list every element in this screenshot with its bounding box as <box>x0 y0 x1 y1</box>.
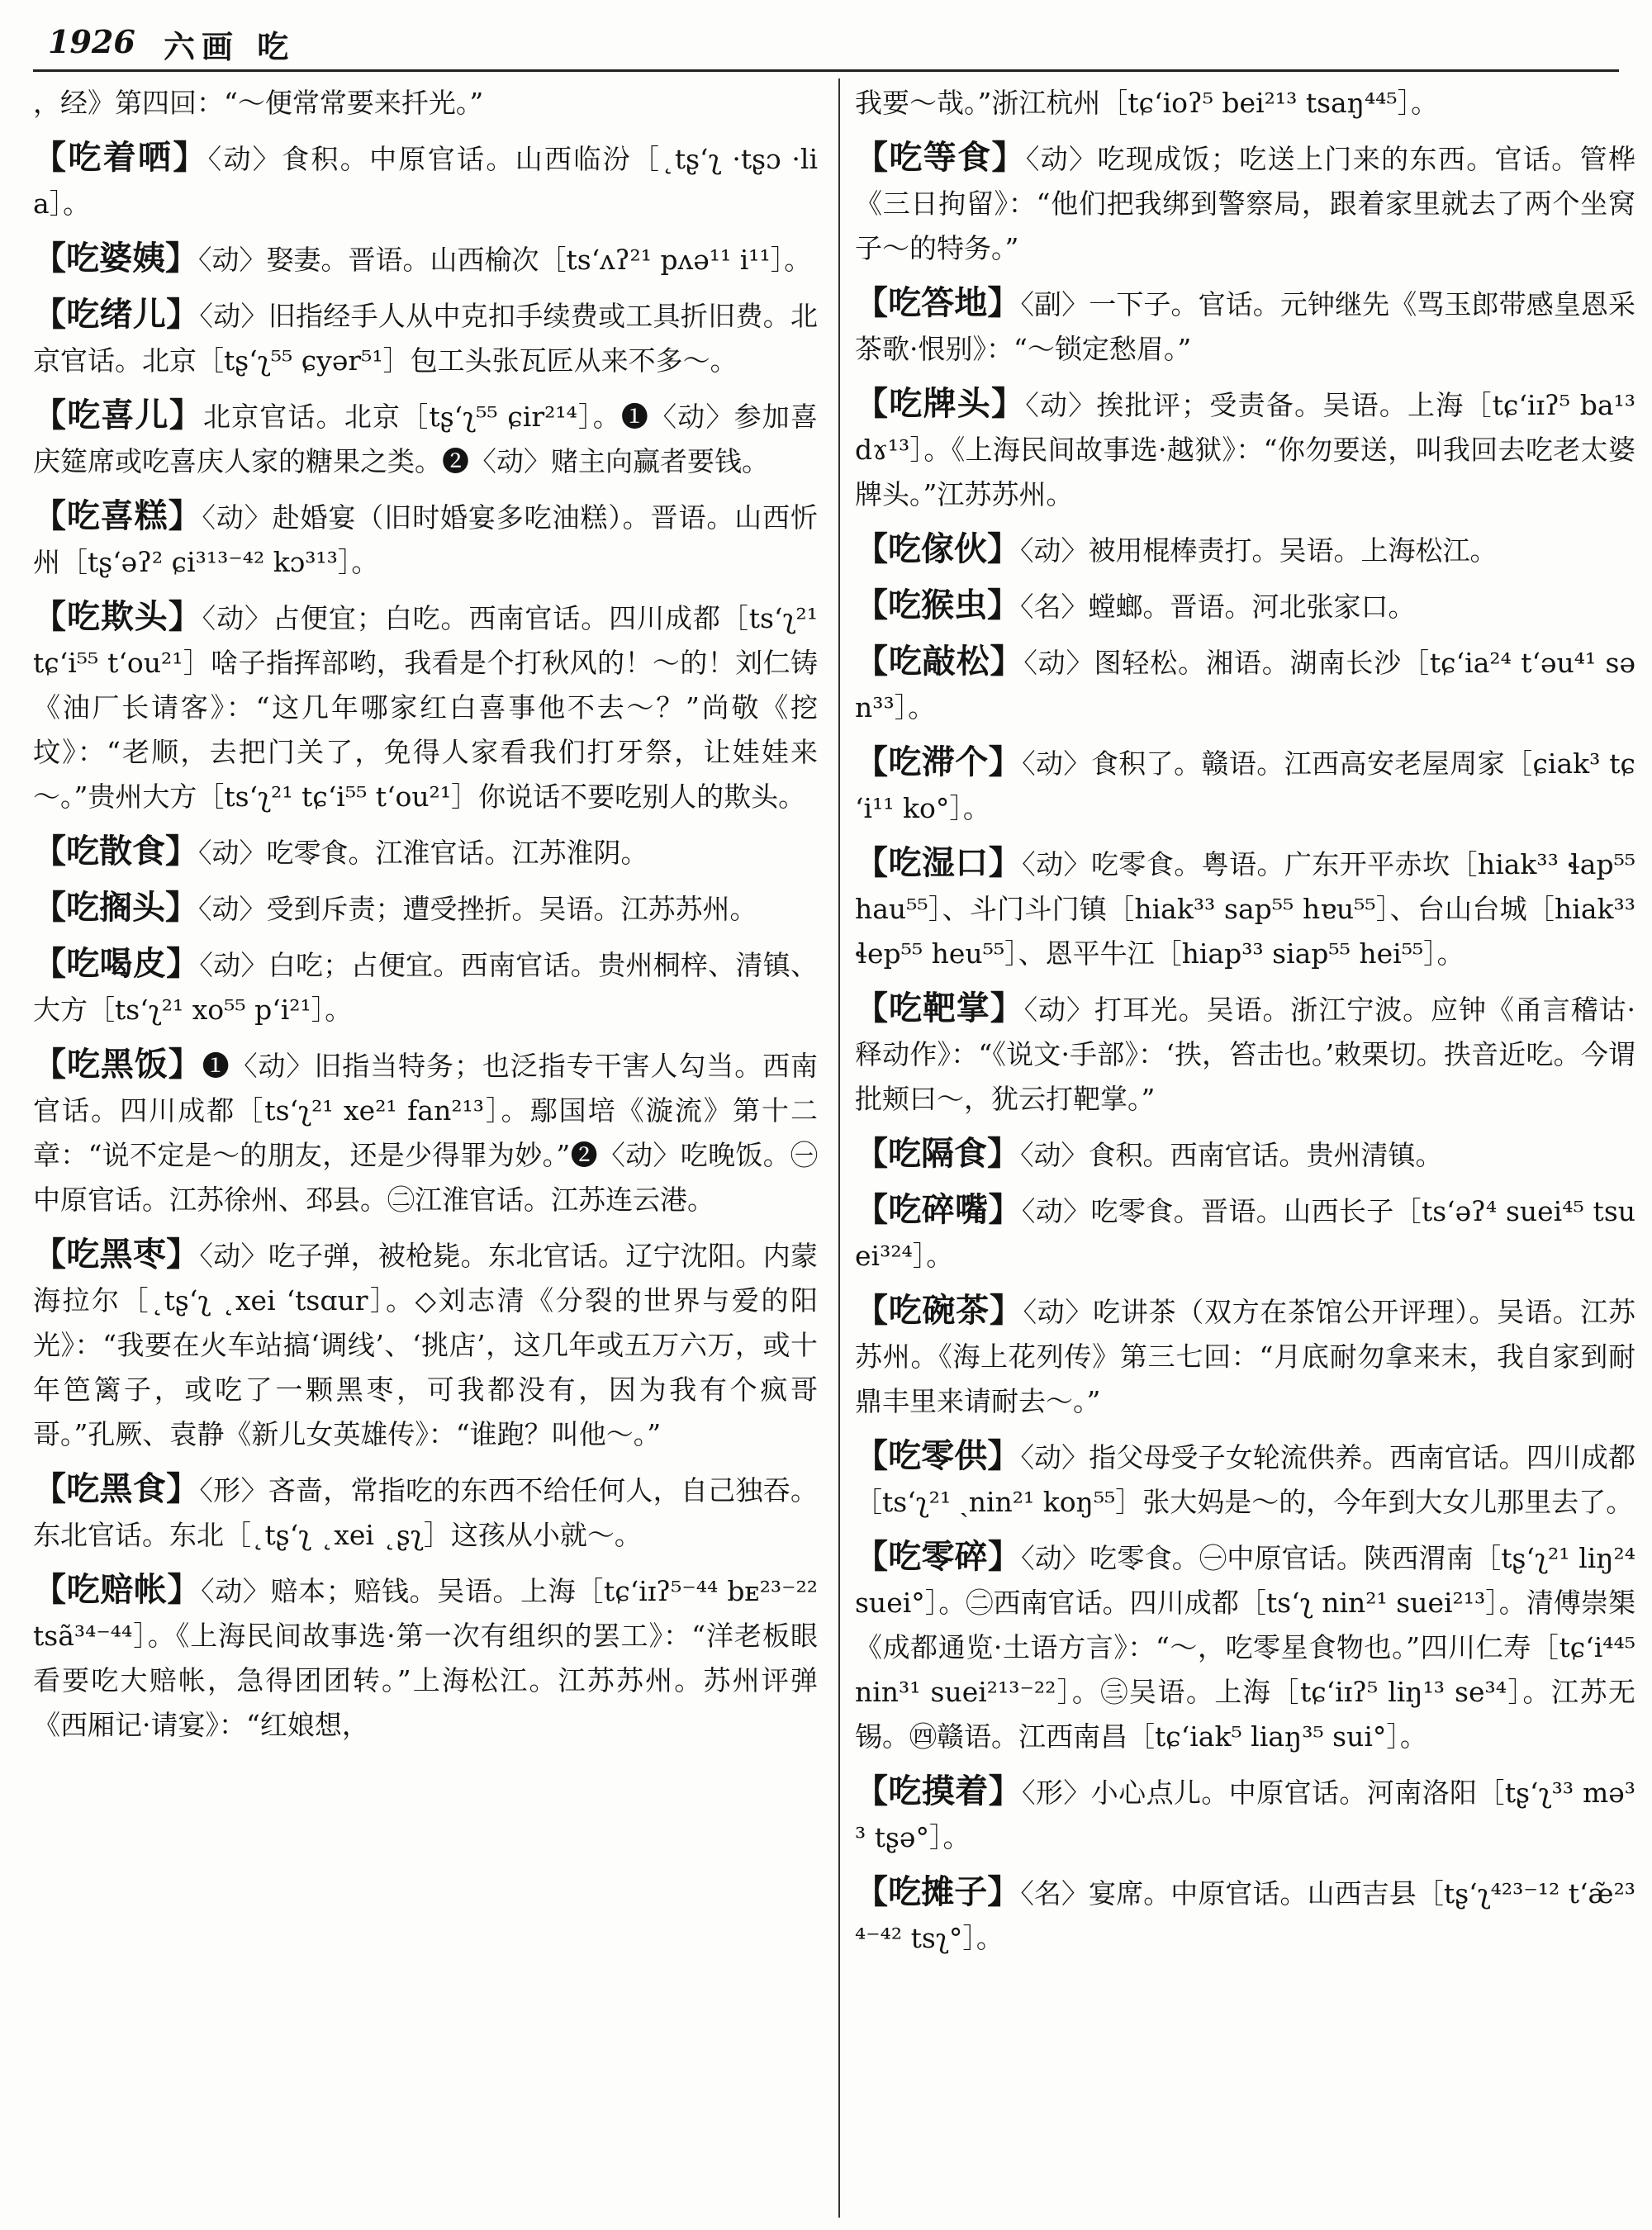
entry-definition: 〈动〉图轻松。湘语。湖南长沙［tɕʻia²⁴ tʻəu⁴¹ sən³³］。 <box>855 647 1635 724</box>
entry-definition: 〈动〉食积。西南官话。贵州清镇。 <box>1020 1139 1443 1171</box>
entry-definition: 〈动〉吃零食。粤语。广东开平赤坎［hiak³³ ɬap⁵⁵ hau⁵⁵］、斗门斗门镇［hiak³³ sap⁵⁵ hɐu⁵⁵］、台山台城［hiak³³ ɬep⁵⁵ heu⁵⁵］、恩平牛江［hiap³³ siap⁵⁵ hei⁵⁵］。 <box>855 848 1635 970</box>
entry-definition: 〈形〉小心点儿。中原官话。河南洛阳［tʂʻʅ³³ mə³³ tʂə°］。 <box>855 1777 1635 1853</box>
entry-headword: 【 吃隔食 】 <box>855 1134 1020 1173</box>
entry-definition: ，经》第四回：“～便常常要来扦光。” <box>33 87 484 119</box>
entry-definition: 〈动〉挨批评；受责备。吴语。上海［tɕʻiɪʔ⁵ ba¹³ dɤ¹³］。《上海民间故事选·越狱》：“你勿要送，叫我回去吃老太婆牌头。”江苏苏州。 <box>855 389 1635 510</box>
entry-headword: 【 吃搁头 】 <box>33 888 198 927</box>
entry-headword: 【 吃傢伙 】 <box>855 529 1020 568</box>
dictionary-entry <box>855 1870 1635 1961</box>
entry-definition: 〈动〉吃零食。江淮官话。江苏淮阴。 <box>198 837 648 869</box>
entry-definition: 〈动〉受到斥责；遭受挫折。吴语。江苏苏州。 <box>198 893 757 925</box>
dictionary-entry <box>33 81 818 126</box>
dictionary-entry <box>855 135 1635 271</box>
entry-headword: 【 吃婆姨 】 <box>33 239 198 278</box>
entry-definition: 北京官话。北京［tʂʻʅ⁵⁵ ɕir²¹⁴］。❶〈动〉参加喜庆筵席或吃喜庆人家的糖果之类。❷〈动〉赌主向赢者要钱。 <box>33 401 818 477</box>
dictionary-entry <box>33 1232 818 1457</box>
entry-definition: 〈动〉吃现成饭；吃送上门来的东西。官话。管桦《三日拘留》：“他们把我绑到警察局，跟着家里就去了两个坐窝子～的特务。” <box>855 143 1635 264</box>
dictionary-entry <box>33 1042 818 1222</box>
dictionary-entry <box>33 595 818 819</box>
entry-headword: 【 吃滞个 】 <box>855 743 1022 781</box>
dictionary-entry <box>855 639 1635 730</box>
entry-definition: 〈动〉吃子弹，被枪毙。东北官话。辽宁沈阳。内蒙海拉尔［˛tʂʻʅ ˛xei ʻtsɑur］。◇刘志清《分裂的世界与爱的阳光》：“我要在火车站搞‘调线’、‘挑店’，这几年或五万六万，或十年笆篱子，或吃了一颗黑枣，可我都没有，因为我有个疯哥哥。”孔厥、袁静《新儿女英雄传》：“谁跑？叫他～。” <box>33 1240 818 1450</box>
dictionary-entry <box>33 942 818 1032</box>
entry-headword: 【 吃喜糕 】 <box>33 496 202 535</box>
page-number: 1926 <box>48 23 135 60</box>
entry-definition: 〈动〉食积。中原官话。山西临汾［˛tʂʻʅ ·tʂɔ ·lia］。 <box>33 143 818 220</box>
entry-headword: 【 吃喜儿 】 <box>33 396 203 434</box>
entry-definition: 我要～哉。”浙江杭州［tɕʻioʔ⁵ bei²¹³ tsaŋ⁴⁴⁵］。 <box>855 87 1439 119</box>
entry-headword: 【 吃敲松 】 <box>855 642 1023 681</box>
dictionary-entry <box>855 1132 1635 1178</box>
running-head: 六画 吃 <box>164 28 296 65</box>
entry-headword: 【 吃摊子 】 <box>855 1872 1020 1911</box>
dictionary-entry <box>33 292 818 383</box>
left-column <box>33 81 818 2220</box>
dictionary-entry <box>855 740 1635 831</box>
entry-headword: 【 吃着哂 】 <box>33 138 208 177</box>
dictionary-entry <box>33 885 818 932</box>
entry-definition: 〈动〉吃讲茶（双方在茶馆公开评理）。吴语。江苏苏州。《海上花列传》第三七回：“月底耐勿拿来末，我自家到耐鼎丰里来请耐去～。” <box>855 1296 1635 1417</box>
entry-headword: 【 吃碗茶 】 <box>855 1291 1023 1330</box>
entry-definition: 〈动〉指父母受子女轮流供养。西南官话。四川成都［tsʻʅ²¹ ˏnin²¹ koŋ⁵⁵］张大妈是～的，今年到大女儿那里去了。 <box>855 1441 1635 1518</box>
dictionary-entry <box>855 1434 1635 1525</box>
entry-definition: 〈动〉赔本；赔钱。吴语。上海［tɕʻiɪʔ⁵⁻⁴⁴ bᴇ²³⁻²² tsã³⁴⁻⁴⁴］。《上海民间故事选·第一次有组织的罢工》：“洋老板眼看要吃大赔帐，急得团团转。”上海松江。江苏苏州。苏州评弹《西厢记·请宴》：“红娘想， <box>33 1575 818 1741</box>
entry-headword: 【 吃等食 】 <box>855 138 1026 177</box>
right-column <box>855 81 1635 2220</box>
dictionary-entry <box>33 494 818 585</box>
entry-definition: 〈名〉宴席。中原官话。山西吉县［tʂʻʅ⁴²³⁻¹² tʻæ̃²³⁴⁻⁴² tsʅ°］。 <box>855 1877 1635 1954</box>
entry-definition: ❶〈动〉旧指当特务；也泛指专干害人勾当。西南官话。四川成都［tsʻʅ²¹ xe²¹ fan²¹³］。鄢国培《漩流》第十二章：“说不定是～的朋友，还是少得罪为妙。”❷〈动〉吃晚饭。㊀中原官话。江苏徐州、邳县。㊁江淮官话。江苏连云港。 <box>33 1050 818 1216</box>
entry-headword: 【 吃黑食 】 <box>33 1469 199 1508</box>
dictionary-entry <box>855 1535 1635 1759</box>
entry-definition: 〈动〉被用棍棒责打。吴语。上海松江。 <box>1020 534 1498 567</box>
entry-definition: 〈名〉螳螂。晋语。河北张家口。 <box>1020 591 1416 623</box>
dictionary-entry <box>33 1467 818 1558</box>
dictionary-entry <box>855 583 1635 629</box>
dictionary-entry <box>855 281 1635 372</box>
entry-headword: 【 吃牌头 】 <box>855 384 1025 423</box>
dictionary-entry <box>33 829 818 875</box>
entry-definition: 〈形〉吝啬，常指吃的东西不给任何人，自己独吞。东北官话。东北［˛tʂʻʅ ˛xei ˛ʂʅ］这孩从小就～。 <box>33 1474 818 1551</box>
entry-headword: 【 吃摸着 】 <box>855 1772 1022 1810</box>
entry-definition: 〈动〉娶妻。晋语。山西榆次［tsʻʌʔ²¹ pʌə¹¹ i¹¹］。 <box>198 244 812 276</box>
entry-headword: 【 吃碎嘴 】 <box>855 1190 1022 1229</box>
dictionary-entry <box>855 986 1635 1122</box>
entry-definition: 〈动〉吃零食。㊀中原官话。陕西渭南［tʂʻʅ²¹ liŋ²⁴ suei°］。㊁西南官话。四川成都［tsʻʅ nin²¹ suei²¹³］。清傅崇榘《成都通览·土语方言》：“～，吃零星食物也。”四川仁寿［tɕʻi⁴⁴⁵ nin³¹ suei²¹³⁻²²］。㊂吴语。上海［tɕʻiɪʔ⁵ liŋ¹³ se³⁴］。江苏无锡。㊃赣语。江西南昌［tɕʻiak⁵ liaŋ³⁵ sui°］。 <box>855 1542 1635 1753</box>
dictionary-entry <box>855 527 1635 573</box>
header-rule <box>33 69 1619 72</box>
dictionary-entry <box>855 841 1635 976</box>
dictionary-entry <box>33 236 818 282</box>
entry-headword: 【 吃靶掌 】 <box>855 989 1024 1027</box>
entry-headword: 【 吃欺头 】 <box>33 597 202 636</box>
entry-definition: 〈动〉白吃；占便宜。西南官话。贵州桐梓、清镇、大方［tsʻʅ²¹ xo⁵⁵ pʻi²¹］。 <box>33 949 818 1026</box>
dictionary-entry <box>855 382 1635 517</box>
entry-headword: 【 吃湿口 】 <box>855 843 1022 882</box>
dictionary-entry <box>33 135 818 226</box>
entry-definition: 〈动〉吃零食。晋语。山西长子［tsʻəʔ⁴ suei⁴⁵ tsuei³²⁴］。 <box>855 1195 1635 1272</box>
entry-headword: 【 吃喝皮 】 <box>33 944 199 983</box>
entry-definition: 〈副〉一下子。官话。元钟继先《骂玉郎带感皇恩采茶歌·恨别》：“～锁定愁眉。” <box>855 288 1635 365</box>
column-divider <box>838 78 840 2218</box>
dictionary-entry <box>855 81 1635 126</box>
entry-headword: 【 吃零供 】 <box>855 1436 1020 1475</box>
dictionary-entry <box>855 1769 1635 1860</box>
dictionary-entry <box>855 1288 1635 1424</box>
entry-headword: 【 吃绪儿 】 <box>33 295 199 334</box>
entry-headword: 【 吃赔帐 】 <box>33 1570 201 1609</box>
dictionary-entry <box>33 1568 818 1748</box>
entry-definition: 〈动〉占便宜；白吃。西南官话。四川成都［tsʻʅ²¹ tɕʻi⁵⁵ tʻou²¹］啥子指挥部哟，我看是个打秋风的！～的！刘仁铸《油厂长请客》：“这几年哪家红白喜事他不去～？”尚敬《挖坟》：“老顺，去把门关了，免得人家看我们打牙祭，让娃娃来～。”贵州大方［tsʻʅ²¹ tɕʻi⁵⁵ tʻou²¹］你说话不要吃别人的欺头。 <box>33 602 818 813</box>
page-header <box>48 18 1617 73</box>
entry-definition: 〈动〉打耳光。吴语。浙江宁波。应钟《甬言稽诂·释动作》：“《说文·手部》：‘抶，笞击也。’敕栗切。抶音近吃。今谓批颊曰～，犹云打靶掌。” <box>855 994 1635 1115</box>
entry-headword: 【 吃猴虫 】 <box>855 586 1020 624</box>
entry-headword: 【 吃黑枣 】 <box>33 1235 199 1274</box>
entry-headword: 【 吃黑饭 】 <box>33 1045 202 1084</box>
entry-definition: 〈动〉旧指经手人从中克扣手续费或工具折旧费。北京官话。北京［tʂʻʅ⁵⁵ ɕyər⁵¹］包工头张瓦匠从来不多～。 <box>33 300 818 377</box>
dictionary-entry <box>33 393 818 484</box>
entry-definition: 〈动〉食积了。赣语。江西高安老屋周家［ɕiak³ tɕʻi¹¹ ko°］。 <box>855 747 1635 824</box>
entry-headword: 【 吃零碎 】 <box>855 1537 1021 1576</box>
entry-headword: 【 吃答地 】 <box>855 283 1020 322</box>
entry-headword: 【 吃散食 】 <box>33 832 198 871</box>
entry-definition: 〈动〉赴婚宴（旧时婚宴多吃油糕）。晋语。山西忻州［tʂʻəʔ² ɕi³¹³⁻⁴² kɔ³¹³］。 <box>33 501 818 578</box>
dictionary-entry <box>855 1188 1635 1279</box>
